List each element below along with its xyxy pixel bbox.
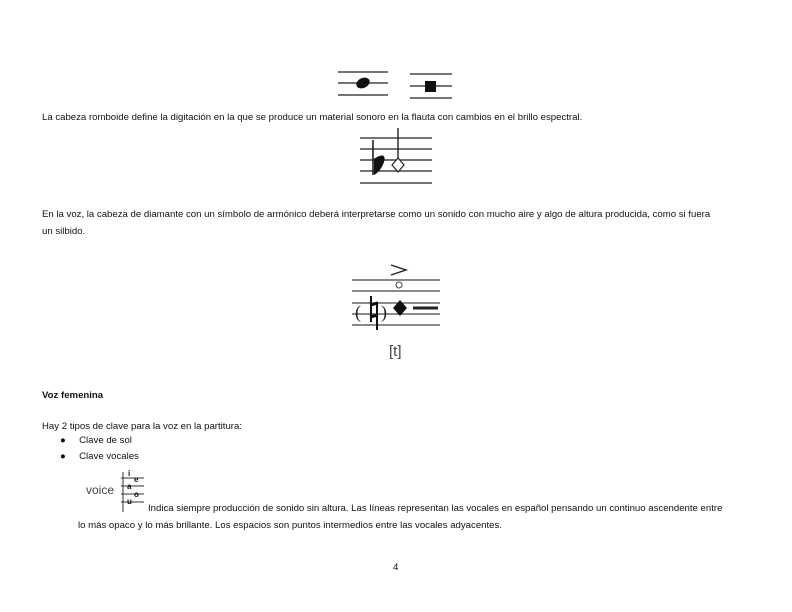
bullet-item: ● Clave de sol	[60, 435, 132, 446]
svg-text:(: (	[355, 302, 361, 322]
voice-label: voice	[86, 483, 115, 497]
paragraph-diamond: En la voz, la cabeza de diamante con un símbolo de armónico deberá interpretarse como un sonido con mucho aire y algo de altura producida, como si fuera	[42, 209, 711, 220]
paragraph-vowels: Indica siempre producción de sonido sin altura. Las líneas representan las vocales en español pensando un continuo ascendente entre	[148, 503, 723, 514]
svg-text:): )	[381, 302, 387, 322]
bullet-item: ● Clave vocales	[60, 451, 139, 462]
paragraph-rhomboid: La cabeza romboide define la digitación en la que se produce un material sonoro en la flauta con cambios en el brillo espectral.	[42, 112, 583, 123]
harmonic-circle	[396, 282, 402, 288]
vowel-a: a	[127, 482, 132, 491]
vowel-i: i	[128, 469, 131, 478]
oval-notehead	[355, 76, 372, 91]
bullet-text: Clave de sol	[79, 435, 132, 446]
paragraph-clefs-intro: Hay 2 tipos de clave para la voz en la partitura:	[42, 421, 242, 432]
page-number: 4	[393, 562, 399, 573]
square-notehead	[425, 81, 436, 92]
bullet-text: Clave vocales	[79, 451, 139, 462]
vowel-clef	[121, 472, 144, 512]
phoneme-label: [t]	[389, 343, 402, 360]
section-heading: Voz femenina	[42, 390, 104, 401]
accent-icon	[391, 265, 406, 275]
paragraph-diamond-cont: un silbido.	[42, 226, 86, 237]
vowel-u: u	[127, 497, 132, 506]
vowel-e: e	[134, 475, 139, 484]
vowel-o: o	[134, 490, 139, 499]
paragraph-vowels-cont: lo más opaco y lo más brillante. Los espacios son puntos intermedios entre las vocales adyacentes.	[78, 520, 502, 531]
